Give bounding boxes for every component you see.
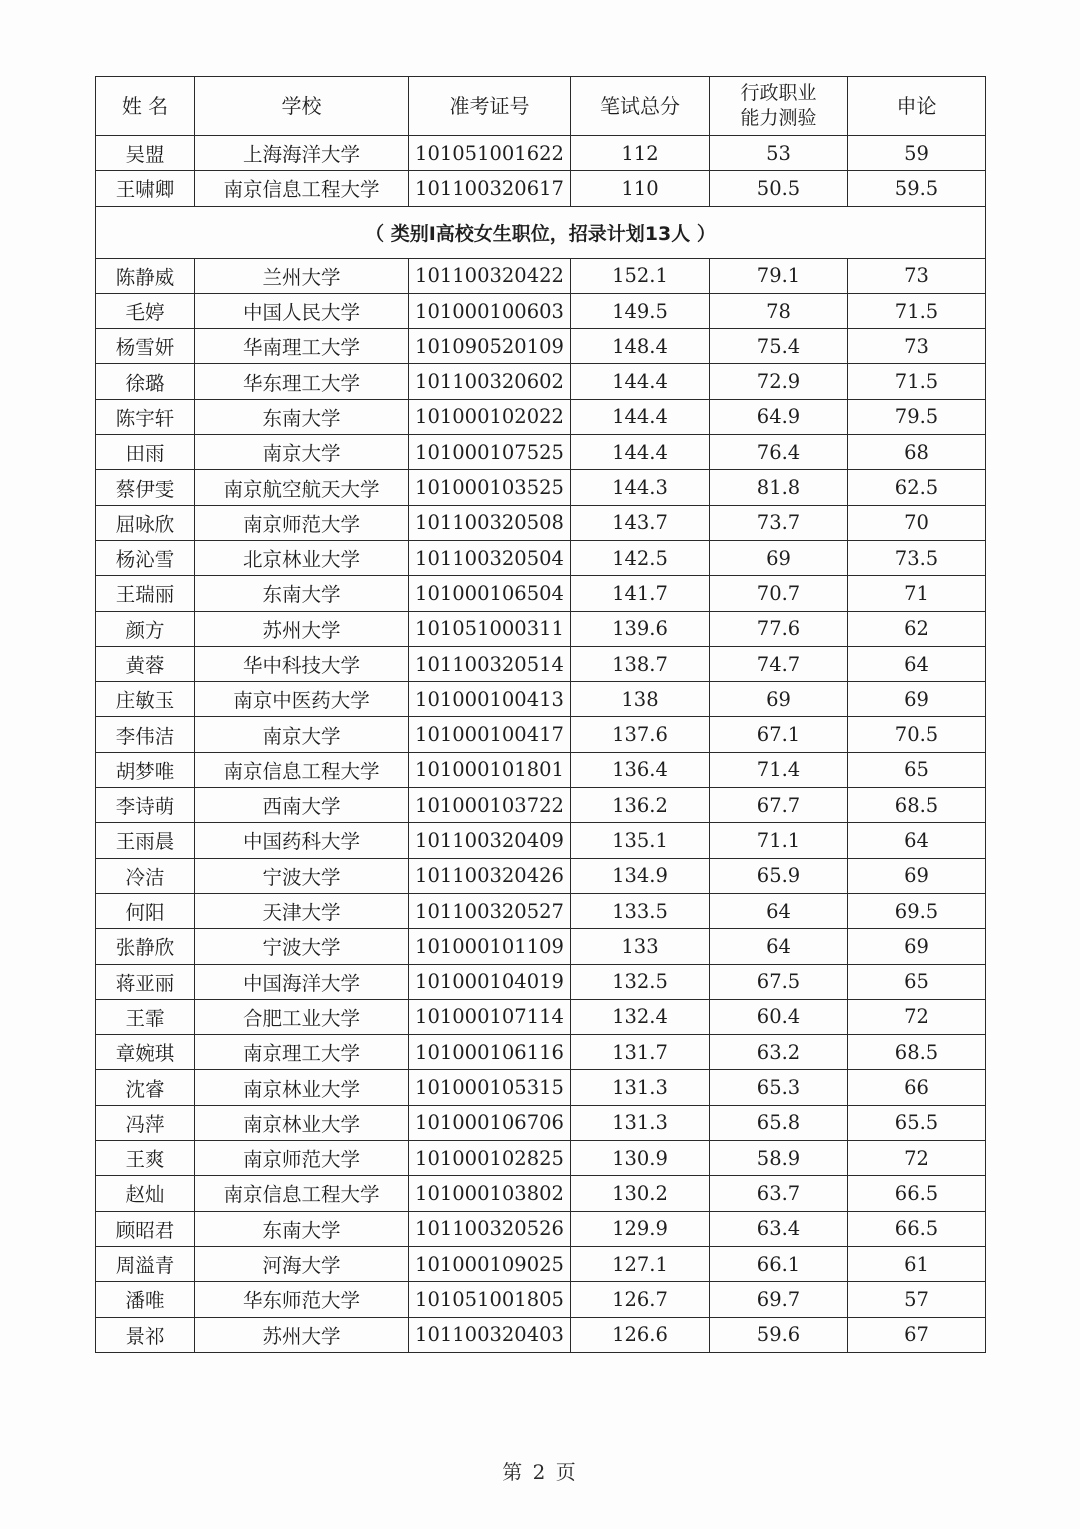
table-row bbox=[96, 399, 986, 434]
cell-xingce: 77.6 bbox=[710, 611, 848, 646]
cell-school: 合肥工业大学 bbox=[195, 999, 409, 1034]
cell-xingce: 63.7 bbox=[710, 1176, 848, 1211]
table-row bbox=[96, 1246, 986, 1281]
cell-name: 蒋亚丽 bbox=[96, 964, 195, 999]
cell-school: 苏州大学 bbox=[195, 611, 409, 646]
cell-exam-id: 101051001805 bbox=[409, 1282, 571, 1317]
cell-written-total: 137.6 bbox=[571, 717, 710, 752]
cell-school: 天津大学 bbox=[195, 893, 409, 928]
cell-written-total: 132.5 bbox=[571, 964, 710, 999]
cell-shenlun: 70 bbox=[848, 505, 986, 540]
cell-xingce: 65.9 bbox=[710, 858, 848, 893]
cell-shenlun: 65.5 bbox=[848, 1105, 986, 1140]
cell-written-total: 110 bbox=[571, 171, 710, 206]
cell-exam-id: 101100320617 bbox=[409, 171, 571, 206]
cell-name: 吴盟 bbox=[96, 136, 195, 171]
table-row bbox=[96, 929, 986, 964]
cell-written-total: 131.3 bbox=[571, 1105, 710, 1140]
cell-school: 兰州大学 bbox=[195, 258, 409, 293]
table-row bbox=[96, 611, 986, 646]
cell-shenlun: 57 bbox=[848, 1282, 986, 1317]
cell-shenlun: 71 bbox=[848, 576, 986, 611]
cell-exam-id: 101090520109 bbox=[409, 329, 571, 364]
cell-school: 西南大学 bbox=[195, 788, 409, 823]
cell-xingce: 50.5 bbox=[710, 171, 848, 206]
cell-shenlun: 72 bbox=[848, 999, 986, 1034]
cell-school: 南京大学 bbox=[195, 717, 409, 752]
cell-xingce: 64 bbox=[710, 893, 848, 928]
cell-name: 景祁 bbox=[96, 1317, 195, 1352]
cell-xingce: 67.1 bbox=[710, 717, 848, 752]
cell-name: 庄敏玉 bbox=[96, 682, 195, 717]
cell-name: 蔡伊雯 bbox=[96, 470, 195, 505]
header-row bbox=[96, 77, 986, 136]
cell-school: 苏州大学 bbox=[195, 1317, 409, 1352]
cell-school: 南京信息工程大学 bbox=[195, 1176, 409, 1211]
cell-xingce: 65.3 bbox=[710, 1070, 848, 1105]
cell-xingce: 79.1 bbox=[710, 258, 848, 293]
cell-written-total: 136.4 bbox=[571, 752, 710, 787]
cell-exam-id: 101100320422 bbox=[409, 258, 571, 293]
cell-written-total: 133 bbox=[571, 929, 710, 964]
table-row bbox=[96, 364, 986, 399]
cell-xingce: 78 bbox=[710, 293, 848, 328]
cell-written-total: 126.6 bbox=[571, 1317, 710, 1352]
cell-shenlun: 68 bbox=[848, 435, 986, 470]
cell-written-total: 127.1 bbox=[571, 1246, 710, 1281]
cell-exam-id: 101000103802 bbox=[409, 1176, 571, 1211]
cell-written-total: 149.5 bbox=[571, 293, 710, 328]
cell-xingce: 67.7 bbox=[710, 788, 848, 823]
cell-written-total: 136.2 bbox=[571, 788, 710, 823]
cell-name: 王啸卿 bbox=[96, 171, 195, 206]
cell-shenlun: 64 bbox=[848, 646, 986, 681]
table-row bbox=[96, 823, 986, 858]
cell-exam-id: 101000100417 bbox=[409, 717, 571, 752]
table-row bbox=[96, 682, 986, 717]
cell-exam-id: 101051001622 bbox=[409, 136, 571, 171]
cell-name: 王爽 bbox=[96, 1141, 195, 1176]
cell-written-total: 144.4 bbox=[571, 435, 710, 470]
cell-shenlun: 68.5 bbox=[848, 1035, 986, 1070]
cell-written-total: 133.5 bbox=[571, 893, 710, 928]
cell-name: 胡梦唯 bbox=[96, 752, 195, 787]
table-row bbox=[96, 1211, 986, 1246]
header-written-total: 笔试总分 bbox=[571, 77, 710, 136]
table-row bbox=[96, 999, 986, 1034]
cell-xingce: 73.7 bbox=[710, 505, 848, 540]
section-title: （ 类别I高校女生职位，招录计划13人 ） bbox=[96, 206, 986, 258]
cell-xingce: 66.1 bbox=[710, 1246, 848, 1281]
cell-xingce: 75.4 bbox=[710, 329, 848, 364]
cell-exam-id: 101000102825 bbox=[409, 1141, 571, 1176]
header-exam-id: 准考证号 bbox=[409, 77, 571, 136]
cell-school: 河海大学 bbox=[195, 1246, 409, 1281]
cell-shenlun: 69 bbox=[848, 929, 986, 964]
cell-school: 宁波大学 bbox=[195, 858, 409, 893]
cell-written-total: 129.9 bbox=[571, 1211, 710, 1246]
cell-shenlun: 59.5 bbox=[848, 171, 986, 206]
table-row bbox=[96, 1035, 986, 1070]
cell-written-total: 143.7 bbox=[571, 505, 710, 540]
cell-school: 华南理工大学 bbox=[195, 329, 409, 364]
cell-shenlun: 59 bbox=[848, 136, 986, 171]
table-row bbox=[96, 717, 986, 752]
cell-name: 颜方 bbox=[96, 611, 195, 646]
table-row bbox=[96, 858, 986, 893]
cell-name: 田雨 bbox=[96, 435, 195, 470]
cell-school: 北京林业大学 bbox=[195, 540, 409, 575]
table-row bbox=[96, 505, 986, 540]
cell-name: 周溢青 bbox=[96, 1246, 195, 1281]
cell-exam-id: 101000105315 bbox=[409, 1070, 571, 1105]
cell-written-total: 126.7 bbox=[571, 1282, 710, 1317]
cell-exam-id: 101000106116 bbox=[409, 1035, 571, 1070]
cell-shenlun: 67 bbox=[848, 1317, 986, 1352]
cell-exam-id: 101100320602 bbox=[409, 364, 571, 399]
cell-written-total: 144.3 bbox=[571, 470, 710, 505]
page-number: 第 2 页 bbox=[502, 1460, 578, 1484]
cell-shenlun: 72 bbox=[848, 1141, 986, 1176]
cell-written-total: 148.4 bbox=[571, 329, 710, 364]
cell-exam-id: 101000106504 bbox=[409, 576, 571, 611]
cell-xingce: 69 bbox=[710, 682, 848, 717]
cell-exam-id: 101100320504 bbox=[409, 540, 571, 575]
cell-school: 南京师范大学 bbox=[195, 505, 409, 540]
cell-shenlun: 68.5 bbox=[848, 788, 986, 823]
cell-xingce: 69.7 bbox=[710, 1282, 848, 1317]
cell-school: 东南大学 bbox=[195, 399, 409, 434]
table-row bbox=[96, 1317, 986, 1352]
cell-shenlun: 69.5 bbox=[848, 893, 986, 928]
cell-exam-id: 101000102022 bbox=[409, 399, 571, 434]
cell-exam-id: 101100320508 bbox=[409, 505, 571, 540]
cell-shenlun: 73 bbox=[848, 258, 986, 293]
cell-xingce: 81.8 bbox=[710, 470, 848, 505]
cell-school: 南京林业大学 bbox=[195, 1070, 409, 1105]
cell-school: 华东师范大学 bbox=[195, 1282, 409, 1317]
cell-school: 上海海洋大学 bbox=[195, 136, 409, 171]
header-xingce bbox=[710, 77, 848, 136]
cell-school: 南京理工大学 bbox=[195, 1035, 409, 1070]
cell-name: 章婉琪 bbox=[96, 1035, 195, 1070]
cell-school: 东南大学 bbox=[195, 1211, 409, 1246]
cell-name: 冯萍 bbox=[96, 1105, 195, 1140]
cell-exam-id: 101100320409 bbox=[409, 823, 571, 858]
table-row bbox=[96, 1141, 986, 1176]
cell-name: 徐璐 bbox=[96, 364, 195, 399]
section-row bbox=[96, 206, 986, 258]
cell-exam-id: 101000101109 bbox=[409, 929, 571, 964]
table-row bbox=[96, 1176, 986, 1211]
table-row bbox=[96, 964, 986, 999]
cell-xingce: 63.4 bbox=[710, 1211, 848, 1246]
cell-written-total: 131.7 bbox=[571, 1035, 710, 1070]
cell-school: 南京林业大学 bbox=[195, 1105, 409, 1140]
cell-shenlun: 70.5 bbox=[848, 717, 986, 752]
cell-shenlun: 71.5 bbox=[848, 364, 986, 399]
cell-xingce: 76.4 bbox=[710, 435, 848, 470]
cell-exam-id: 101000107114 bbox=[409, 999, 571, 1034]
cell-written-total: 141.7 bbox=[571, 576, 710, 611]
cell-school: 南京信息工程大学 bbox=[195, 752, 409, 787]
cell-name: 顾昭君 bbox=[96, 1211, 195, 1246]
cell-shenlun: 62 bbox=[848, 611, 986, 646]
cell-shenlun: 73 bbox=[848, 329, 986, 364]
cell-school: 中国药科大学 bbox=[195, 823, 409, 858]
cell-name: 潘唯 bbox=[96, 1282, 195, 1317]
cell-name: 冷洁 bbox=[96, 858, 195, 893]
cell-written-total: 152.1 bbox=[571, 258, 710, 293]
cell-written-total: 131.3 bbox=[571, 1070, 710, 1105]
cell-xingce: 72.9 bbox=[710, 364, 848, 399]
cell-written-total: 112 bbox=[571, 136, 710, 171]
cell-xingce: 65.8 bbox=[710, 1105, 848, 1140]
cell-written-total: 144.4 bbox=[571, 364, 710, 399]
cell-exam-id: 101000103722 bbox=[409, 788, 571, 823]
table-row bbox=[96, 258, 986, 293]
cell-xingce: 58.9 bbox=[710, 1141, 848, 1176]
table-row bbox=[96, 576, 986, 611]
cell-name: 杨沁雪 bbox=[96, 540, 195, 575]
cell-exam-id: 101000107525 bbox=[409, 435, 571, 470]
cell-shenlun: 71.5 bbox=[848, 293, 986, 328]
cell-exam-id: 101100320403 bbox=[409, 1317, 571, 1352]
cell-shenlun: 62.5 bbox=[848, 470, 986, 505]
cell-exam-id: 101100320426 bbox=[409, 858, 571, 893]
cell-shenlun: 69 bbox=[848, 682, 986, 717]
cell-name: 赵灿 bbox=[96, 1176, 195, 1211]
cell-name: 屈咏欣 bbox=[96, 505, 195, 540]
header-name: 姓 名 bbox=[96, 77, 195, 136]
cell-school: 华中科技大学 bbox=[195, 646, 409, 681]
table-row bbox=[96, 171, 986, 206]
cell-xingce: 63.2 bbox=[710, 1035, 848, 1070]
cell-exam-id: 101000109025 bbox=[409, 1246, 571, 1281]
cell-shenlun: 73.5 bbox=[848, 540, 986, 575]
cell-name: 张静欣 bbox=[96, 929, 195, 964]
table-row bbox=[96, 752, 986, 787]
header-school: 学校 bbox=[195, 77, 409, 136]
cell-written-total: 135.1 bbox=[571, 823, 710, 858]
table-row bbox=[96, 435, 986, 470]
cell-exam-id: 101000101801 bbox=[409, 752, 571, 787]
cell-xingce: 71.1 bbox=[710, 823, 848, 858]
table-row bbox=[96, 1282, 986, 1317]
table-row bbox=[96, 1105, 986, 1140]
table-row bbox=[96, 646, 986, 681]
cell-shenlun: 61 bbox=[848, 1246, 986, 1281]
cell-written-total: 139.6 bbox=[571, 611, 710, 646]
cell-written-total: 144.4 bbox=[571, 399, 710, 434]
cell-school: 华东理工大学 bbox=[195, 364, 409, 399]
cell-shenlun: 66 bbox=[848, 1070, 986, 1105]
table-row bbox=[96, 1070, 986, 1105]
table-row bbox=[96, 788, 986, 823]
table-row bbox=[96, 329, 986, 364]
cell-written-total: 130.2 bbox=[571, 1176, 710, 1211]
cell-name: 毛婷 bbox=[96, 293, 195, 328]
cell-name: 沈睿 bbox=[96, 1070, 195, 1105]
cell-shenlun: 65 bbox=[848, 752, 986, 787]
cell-written-total: 130.9 bbox=[571, 1141, 710, 1176]
cell-written-total: 142.5 bbox=[571, 540, 710, 575]
cell-xingce: 64 bbox=[710, 929, 848, 964]
cell-school: 南京大学 bbox=[195, 435, 409, 470]
cell-shenlun: 65 bbox=[848, 964, 986, 999]
cell-name: 王霏 bbox=[96, 999, 195, 1034]
cell-name: 李伟洁 bbox=[96, 717, 195, 752]
cell-xingce: 69 bbox=[710, 540, 848, 575]
cell-written-total: 138 bbox=[571, 682, 710, 717]
cell-school: 宁波大学 bbox=[195, 929, 409, 964]
cell-name: 黄蓉 bbox=[96, 646, 195, 681]
cell-xingce: 71.4 bbox=[710, 752, 848, 787]
cell-name: 陈静威 bbox=[96, 258, 195, 293]
table-row bbox=[96, 540, 986, 575]
cell-name: 何阳 bbox=[96, 893, 195, 928]
cell-xingce: 74.7 bbox=[710, 646, 848, 681]
table-row bbox=[96, 136, 986, 171]
cell-shenlun: 69 bbox=[848, 858, 986, 893]
cell-exam-id: 101000103525 bbox=[409, 470, 571, 505]
cell-school: 南京中医药大学 bbox=[195, 682, 409, 717]
table-row bbox=[96, 293, 986, 328]
cell-name: 王雨晨 bbox=[96, 823, 195, 858]
cell-name: 王瑞丽 bbox=[96, 576, 195, 611]
cell-shenlun: 66.5 bbox=[848, 1211, 986, 1246]
cell-school: 南京师范大学 bbox=[195, 1141, 409, 1176]
cell-shenlun: 66.5 bbox=[848, 1176, 986, 1211]
cell-written-total: 134.9 bbox=[571, 858, 710, 893]
table-row bbox=[96, 893, 986, 928]
table-row bbox=[96, 470, 986, 505]
cell-xingce: 64.9 bbox=[710, 399, 848, 434]
cell-school: 南京信息工程大学 bbox=[195, 171, 409, 206]
cell-shenlun: 64 bbox=[848, 823, 986, 858]
header-shenlun: 申论 bbox=[848, 77, 986, 136]
cell-exam-id: 101000106706 bbox=[409, 1105, 571, 1140]
cell-name: 杨雪妍 bbox=[96, 329, 195, 364]
cell-exam-id: 101000100413 bbox=[409, 682, 571, 717]
cell-exam-id: 101100320527 bbox=[409, 893, 571, 928]
cell-school: 中国人民大学 bbox=[195, 293, 409, 328]
scores-table bbox=[95, 76, 986, 1353]
cell-xingce: 59.6 bbox=[710, 1317, 848, 1352]
cell-exam-id: 101000100603 bbox=[409, 293, 571, 328]
cell-xingce: 53 bbox=[710, 136, 848, 171]
cell-school: 中国海洋大学 bbox=[195, 964, 409, 999]
table-body bbox=[96, 136, 986, 1353]
cell-exam-id: 101100320526 bbox=[409, 1211, 571, 1246]
cell-xingce: 60.4 bbox=[710, 999, 848, 1034]
cell-school: 东南大学 bbox=[195, 576, 409, 611]
cell-exam-id: 101051000311 bbox=[409, 611, 571, 646]
cell-xingce: 70.7 bbox=[710, 576, 848, 611]
cell-school: 南京航空航天大学 bbox=[195, 470, 409, 505]
cell-xingce: 67.5 bbox=[710, 964, 848, 999]
cell-name: 陈宇轩 bbox=[96, 399, 195, 434]
header-xingce-text: 行政职业能力测验 bbox=[740, 82, 817, 129]
cell-exam-id: 101000104019 bbox=[409, 964, 571, 999]
cell-written-total: 132.4 bbox=[571, 999, 710, 1034]
cell-shenlun: 79.5 bbox=[848, 399, 986, 434]
cell-exam-id: 101100320514 bbox=[409, 646, 571, 681]
cell-written-total: 138.7 bbox=[571, 646, 710, 681]
cell-name: 李诗萌 bbox=[96, 788, 195, 823]
